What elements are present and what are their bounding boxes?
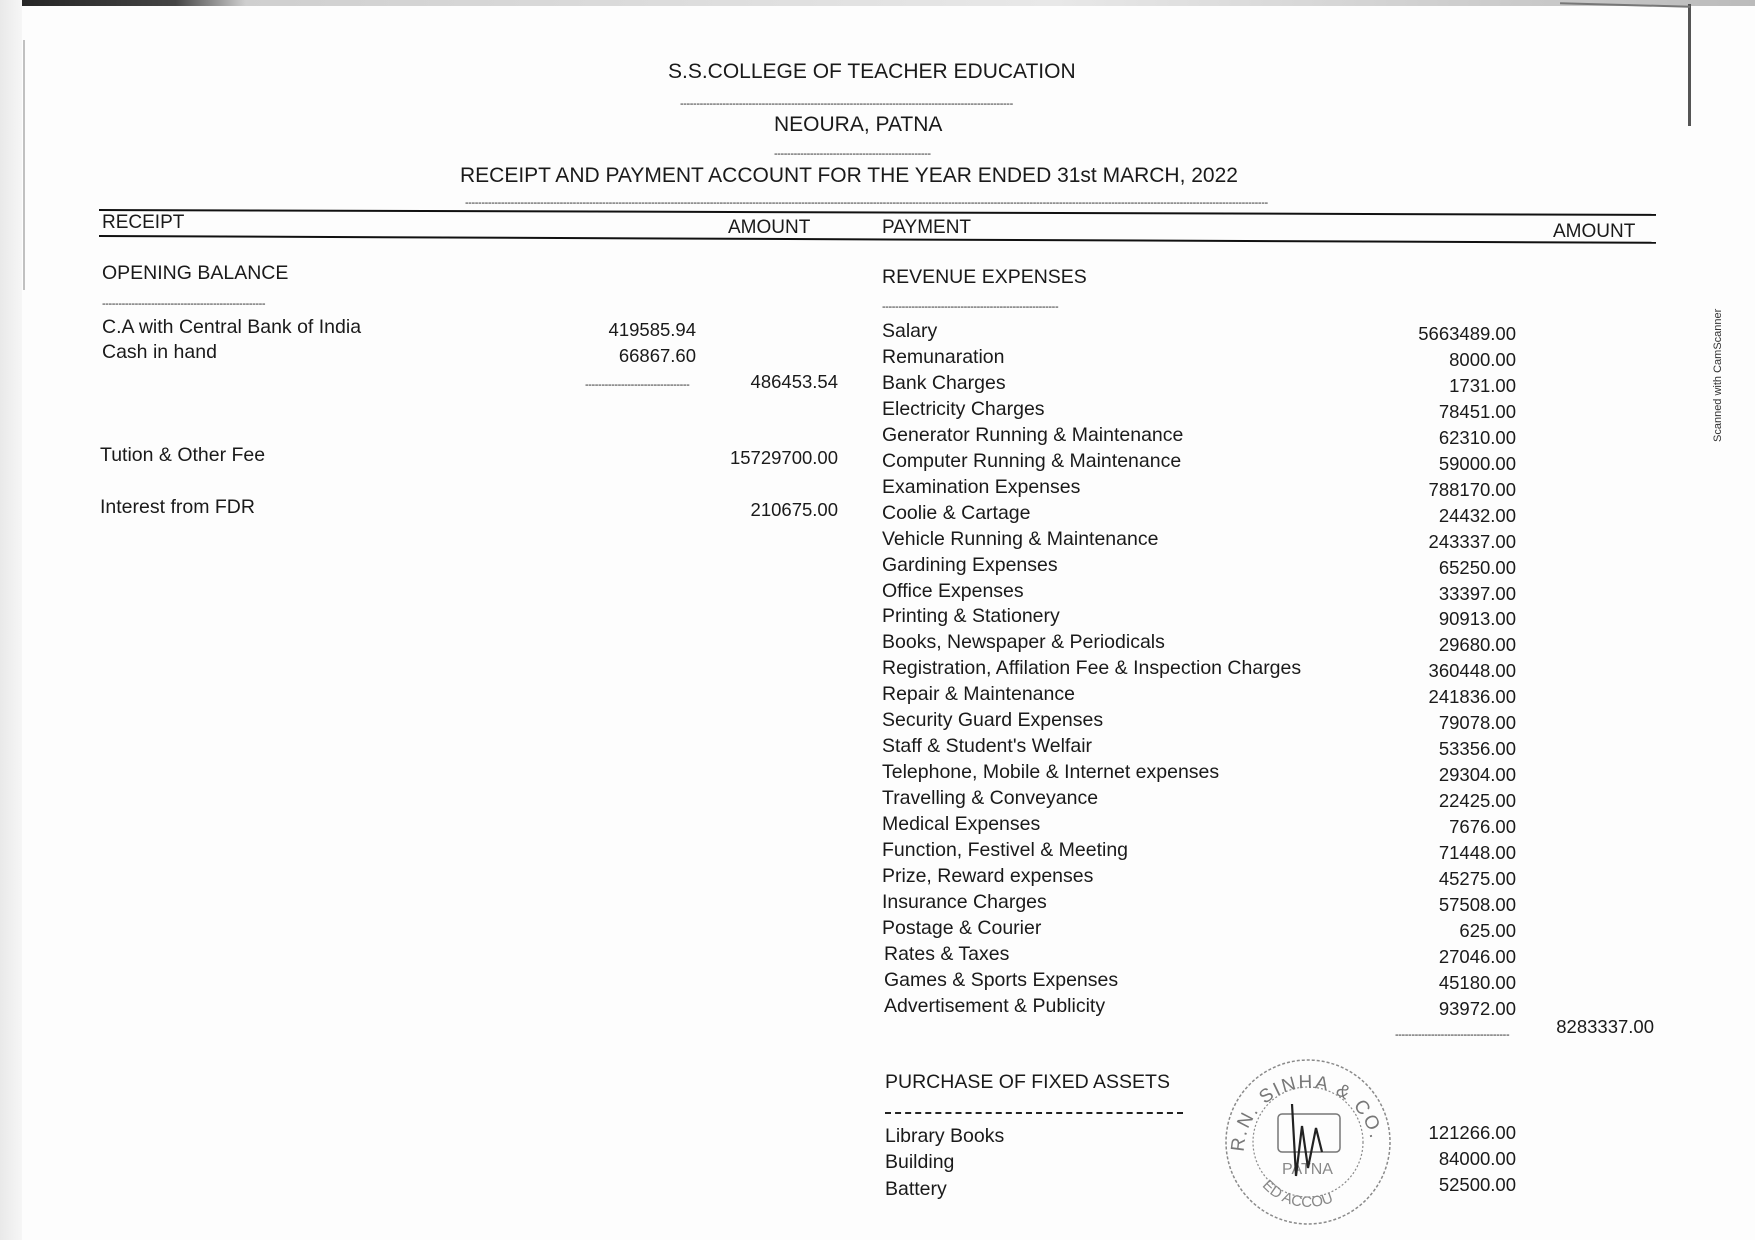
revenue-expense-amount: 22425.00 [1438,790,1516,812]
revenue-expense-amount: 29680.00 [1438,634,1516,656]
revenue-expense-amount: 79078.00 [1438,712,1516,734]
revenue-expense-label: Function, Festivel & Meeting [882,839,1129,861]
revenue-expense-label: Computer Running & Maintenance [882,449,1182,472]
receipt-item-amount: 210675.00 [750,499,838,520]
revenue-expense-amount: 71448.00 [1438,842,1516,863]
revenue-expense-amount: 1731.00 [1449,374,1516,396]
revenue-expense-label: Electricity Charges [882,397,1045,420]
revenue-expense-amount: 93972.00 [1438,997,1516,1019]
scanner-watermark: Scanned with CamScanner [1712,308,1724,442]
receipt-item-amount: 419585.94 [608,319,696,340]
revenue-expense-label: Coolie & Cartage [882,501,1031,524]
revenue-expense-label: Travelling & Conveyance [882,787,1099,810]
fixed-assets-heading: PURCHASE OF FIXED ASSETS [885,1071,1170,1093]
revenue-expense-label: Vehicle Running & Maintenance [882,527,1159,550]
revenue-expense-label: Remunaration [882,345,1005,368]
revenue-expense-amount: 625.00 [1459,919,1516,941]
revenue-expense-amount: 90913.00 [1438,608,1516,630]
revenue-expense-label: Examination Expenses [882,475,1081,498]
payment-column-header: PAYMENT [882,217,972,238]
stamp-emblem [1278,1114,1340,1152]
revenue-expense-label: Office Expenses [882,579,1024,602]
opening-balance-heading: OPENING BALANCE [102,262,289,284]
receipt-item-label: C.A with Central Bank of India [102,316,362,338]
revenue-expense-amount: 33397.00 [1438,582,1516,604]
revenue-expense-amount: 7676.00 [1449,816,1516,838]
location-underline: ------------------------------------------------ [774,149,931,160]
revenue-expense-label: Bank Charges [882,371,1006,394]
revenue-expenses-underline: ------------------------------------------------------ [882,302,1059,313]
revenue-expense-label: Repair & Maintenance [882,683,1075,706]
header-top-rule [99,209,1656,216]
revenue-expense-label: Insurance Charges [882,890,1047,913]
fixed-asset-amount: 84000.00 [1438,1148,1516,1169]
revenue-expense-label: Staff & Student's Welfair [882,735,1093,758]
title-underline: ------------------------------------------------------------------------------------------------------ [680,99,1013,110]
opening-balance-underline: -------------------------------------------------- [102,299,266,310]
header-bottom-rule [99,235,1656,244]
revenue-expense-label: Medical Expenses [882,813,1041,836]
stamp-outer-text: R.N. SINHA & CO. [1227,1071,1387,1153]
statement-underline: ------------------------------------------------------------------------------------------------------------------------------------------------------------------------------------------------------------------------------------------------------ [465,198,1268,209]
revenue-expense-amount: 78451.00 [1438,400,1516,422]
revenue-expense-amount: 45275.00 [1438,867,1516,889]
revenue-expense-label: Prize, Reward expenses [882,864,1094,887]
revenue-expense-label: Salary [882,320,938,342]
revenue-expense-label: Generator Running & Maintenance [882,423,1184,446]
fixed-asset-amount: 52500.00 [1438,1174,1516,1195]
stamp-bottom-text: ED ACCOU [1258,1176,1336,1211]
revenue-expense-label: Advertisement & Publicity [884,994,1106,1017]
revenue-expense-amount: 65250.00 [1438,556,1516,578]
scan-page-edge [1688,4,1691,126]
revenue-expense-amount: 24432.00 [1438,504,1516,526]
revenue-expense-amount: 27046.00 [1438,945,1516,967]
revenue-expense-amount: 53356.00 [1438,738,1516,760]
stamp-inner-text: PATNA [1282,1161,1333,1178]
scan-left-shadow [23,40,25,290]
institution-name: S.S.COLLEGE OF TEACHER EDUCATION [668,60,1076,83]
opening-balance-subtotal-rule: -------------------------------- [585,380,690,391]
revenue-expense-label: Printing & Stationery [882,605,1060,628]
receipt-item-label: Cash in hand [102,341,217,363]
revenue-expense-amount: 360448.00 [1428,660,1516,682]
fixed-assets-underline [885,1112,1183,1116]
revenue-subtotal-rule: ----------------------------------- [1395,1030,1510,1041]
revenue-expense-amount: 29304.00 [1438,764,1516,786]
revenue-expense-label: Telephone, Mobile & Internet expenses [882,761,1220,784]
revenue-expense-label: Postage & Courier [882,916,1042,939]
institution-location: NEOURA, PATNA [774,113,943,136]
revenue-expense-amount: 788170.00 [1428,478,1516,500]
receipt-item-label: Tution & Other Fee [100,444,266,466]
revenue-expenses-total: 8283337.00 [1556,1016,1654,1037]
fixed-asset-label: Library Books [885,1125,1005,1147]
revenue-expense-label: Books, Newspaper & Periodicals [882,631,1165,654]
scan-top-edge [0,0,1755,6]
revenue-expense-amount: 5663489.00 [1418,323,1516,344]
receipt-item-amount: 66867.60 [618,345,696,366]
revenue-expense-amount: 62310.00 [1438,426,1516,448]
revenue-expense-amount: 57508.00 [1438,893,1516,915]
revenue-expense-amount: 8000.00 [1449,348,1516,370]
revenue-expenses-heading: REVENUE EXPENSES [882,266,1087,288]
fixed-asset-amount: 121266.00 [1428,1122,1516,1143]
revenue-expense-label: Gardining Expenses [882,553,1058,576]
fixed-asset-label: Battery [885,1178,947,1200]
receipt-item-label: Interest from FDR [100,496,255,518]
revenue-expense-label: Security Guard Expenses [882,709,1104,732]
revenue-expense-amount: 243337.00 [1428,530,1516,552]
revenue-expense-label: Games & Sports Expenses [884,968,1119,991]
revenue-expense-amount: 241836.00 [1428,686,1516,708]
receipt-column-header: RECEIPT [102,212,185,233]
revenue-expense-label: Registration, Affilation Fee & Inspection Charges [882,657,1302,680]
opening-balance-total: 486453.54 [750,371,838,392]
revenue-expense-amount: 59000.00 [1438,452,1516,474]
receipt-item-amount: 15729700.00 [729,447,838,468]
scan-left-edge [0,0,22,1240]
revenue-expense-amount: 45180.00 [1438,971,1516,993]
payment-amount-column-header: AMOUNT [1553,221,1636,242]
receipt-amount-column-header: AMOUNT [728,217,811,238]
statement-title: RECEIPT AND PAYMENT ACCOUNT FOR THE YEAR ENDED 31st MARCH, 2022 [460,164,1238,187]
auditor-stamp [1222,1056,1394,1228]
revenue-expense-label: Rates & Taxes [884,942,1010,965]
fixed-asset-label: Building [885,1151,955,1173]
